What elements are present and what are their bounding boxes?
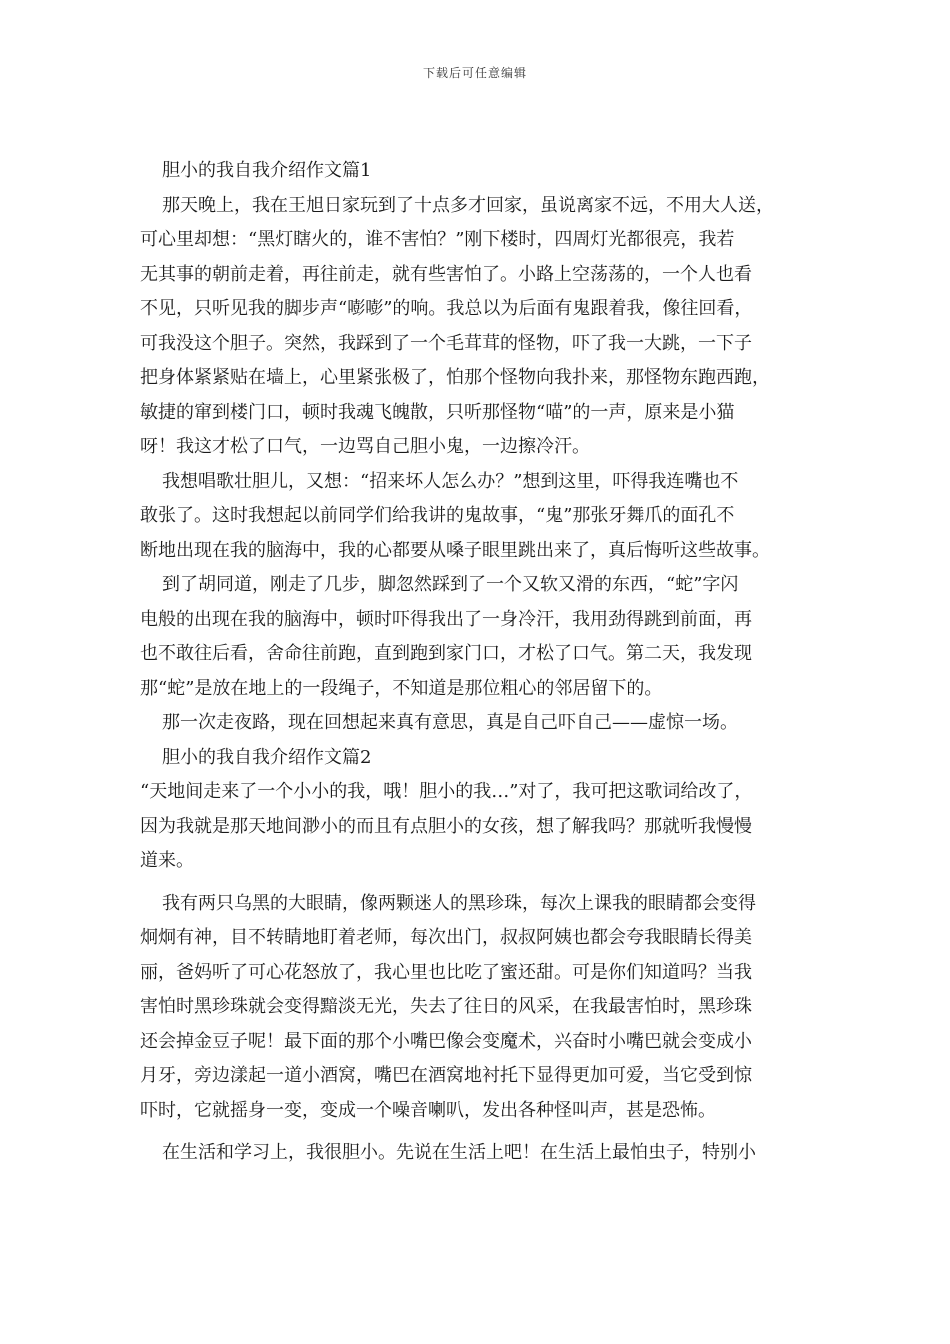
text-line: 我有两只乌黑的大眼睛，像两颗迷人的黑珍珠，每次上课我的眼睛都会变得 <box>162 892 756 914</box>
text-line: 道来。 <box>140 850 194 871</box>
paragraph <box>140 568 820 603</box>
text-line: 害怕时黑珍珠就会变得黯淡无光，失去了往日的风采，在我最害怕时，黑珍珠 <box>140 996 752 1017</box>
section-title: 胆小的我自我介绍作文篇2 <box>162 746 372 768</box>
paragraph <box>140 887 820 922</box>
paragraph-continued <box>140 921 820 1128</box>
section-title: 胆小的我自我介绍作文篇1 <box>162 160 372 181</box>
text-line: “天地间走来了一个小小的我，哦！胆小的我…”对了，我可把这歌词给改了， <box>140 781 753 802</box>
paragraph-continued <box>140 223 820 465</box>
paragraph <box>140 1136 820 1171</box>
text-line: 还会掉金豆子呢！最下面的那个小嘴巴像会变魔术，兴奋时小嘴巴就会变成小 <box>140 1030 752 1052</box>
text-line: 电般的出现在我的脑海中，顿时吓得我出了一身冷汗，我用劲得跳到前面，再 <box>140 608 752 630</box>
paragraph <box>140 706 820 741</box>
text-line: 不见，只听见我的脚步声“嘭嘭”的响。我总以为后面有鬼跟着我，像往回看， <box>140 298 753 319</box>
text-line: 断地出现在我的脑海中，我的心都要从嗓子眼里跳出来了，真后悔听这些故事。 <box>140 539 770 561</box>
text-line: 丽，爸妈听了可心花怒放了，我心里也比吃了蜜还甜。可是你们知道吗？当我 <box>140 961 752 983</box>
text-line: 敢张了。这时我想起以前同学们给我讲的鬼故事，“鬼”那张牙舞爪的面孔不 <box>140 505 735 526</box>
text-line: 那“蛇”是放在地上的一段绳子，不知道是那位粗心的邻居留下的。 <box>140 677 663 699</box>
text-line: 在生活和学习上，我很胆小。先说在生活上吧！在生活上最怕虫子，特别小 <box>162 1142 756 1163</box>
document-body <box>140 154 820 1171</box>
text-line: 可我没这个胆子。突然，我踩到了一个毛茸茸的怪物，吓了我一大跳，一下子 <box>140 332 752 354</box>
paragraph-continued <box>140 499 820 568</box>
paragraph <box>140 775 820 879</box>
text-line: 可心里却想：“黑灯瞎火的，谁不害怕？”刚下楼时，四周灯光都很亮，我若 <box>140 229 735 250</box>
paragraph-continued <box>140 603 820 707</box>
text-line: 炯炯有神，目不转睛地盯着老师，每次出门，叔叔阿姨也都会夸我眼睛长得美 <box>140 927 752 948</box>
text-line: 我想唱歌壮胆儿，又想：“招来坏人怎么办？”想到这里，吓得我连嘴也不 <box>162 470 739 492</box>
paragraph <box>140 189 820 224</box>
text-line: 因为我就是那天地间渺小的而且有点胆小的女孩，想了解我吗？那就听我慢慢 <box>140 815 752 837</box>
text-line: 那天晚上，我在王旭日家玩到了十点多才回家，虽说离家不远，不用大人送， <box>162 194 774 216</box>
page-header: 下载后可任意编辑 <box>422 66 527 80</box>
text-line: 到了胡同道，刚走了几步，脚忽然踩到了一个又软又滑的东西，“蛇”字闪 <box>162 574 739 595</box>
text-line: 也不敢往后看，舍命往前跑，直到跑到家门口，才松了口气。第二天，我发现 <box>140 643 752 664</box>
text-line: 敏捷的窜到楼门口，顿时我魂飞魄散，只听那怪物“喵”的一声，原来是小猫 <box>140 401 735 423</box>
text-line: 那一次走夜路，现在回想起来真有意思，真是自己吓自己——虚惊一场。 <box>162 712 738 733</box>
text-line: 呀！我这才松了口气，一边骂自己胆小鬼，一边擦冷汗。 <box>140 436 590 457</box>
text-line: 把身体紧紧贴在墙上，心里紧张极了，怕那个怪物向我扑来，那怪物东跑西跑， <box>140 367 770 388</box>
text-line: 月牙，旁边漾起一道小酒窝，嘴巴在酒窝地衬托下显得更加可爱，当它受到惊 <box>140 1065 752 1086</box>
text-line: 吓时，它就摇身一变，变成一个噪音喇叭，发出各种怪叫声，甚是恐怖。 <box>140 1099 716 1121</box>
text-line: 无其事的朝前走着，再往前走，就有些害怕了。小路上空荡荡的，一个人也看 <box>140 263 752 285</box>
paragraph <box>140 465 820 500</box>
